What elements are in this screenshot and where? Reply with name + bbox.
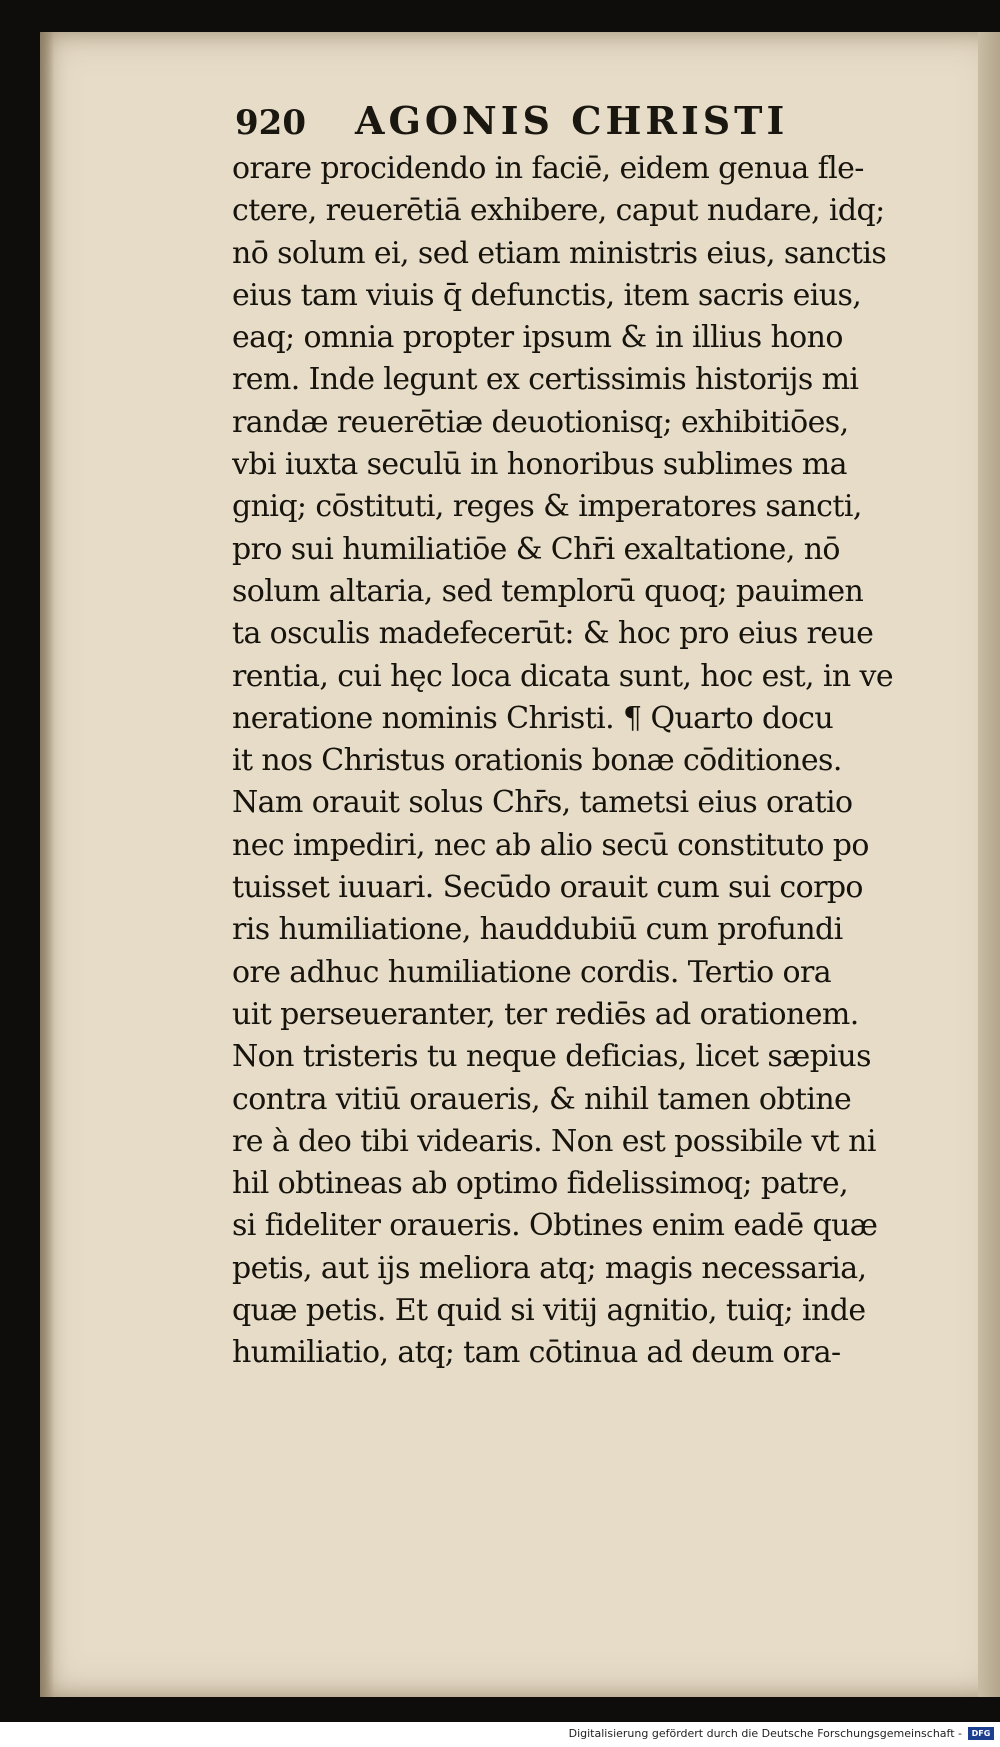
text-line: rem. Inde legunt ex certissimis historijs mi [232, 362, 859, 398]
text-line: vbi iuxta seculū in honoribus sublimes ma [232, 447, 847, 483]
text-line: contra vitiū oraueris, & nihil tamen obtine [232, 1081, 852, 1117]
running-head: AGONIS CHRISTI [355, 98, 789, 143]
text-line: ore adhuc humiliatione cordis. Tertio ora [232, 954, 832, 990]
page-header [235, 98, 835, 148]
text-line: nec impediri, nec ab alio secū constituto po [232, 827, 869, 863]
dfg-logo: DFG [968, 1727, 994, 1740]
digitization-credit: Digitalisierung gefördert durch die Deutsche Forschungsgemeinschaft - [568, 1727, 962, 1740]
text-line: ctere, reuerētiā exhibere, caput nudare, idq; [232, 193, 885, 229]
text-line: solum altaria, sed templorū quoq; pauimen [232, 573, 864, 609]
text-line: it nos Christus orationis bonæ cōditiones. [232, 743, 842, 779]
text-line: orare procidendo in faciē, eidem genua fle- [232, 151, 864, 186]
text-line: eius tam viuis q̄ defunctis, item sacris eius, [232, 277, 862, 313]
body-text [232, 148, 932, 1375]
text-line: Non tristeris tu neque deficias, licet sæpius [232, 1039, 871, 1075]
text-line: gniq; cōstituti, reges & imperatores sancti, [232, 489, 862, 525]
text-line: Nam orauit solus Chr̄s, tametsi eius oratio [232, 785, 853, 821]
text-line: neratione nominis Christi. ¶ Quarto docu [232, 700, 834, 736]
text-line: rentia, cui hęc loca dicata sunt, hoc est, in ve [232, 658, 894, 694]
text-line: pro sui humiliatiōe & Chr̄i exaltatione, nō [232, 531, 840, 567]
gutter-shadow [40, 32, 54, 1697]
page-number: 920 [235, 103, 306, 143]
text-line: petis, aut ijs meliora atq; magis necessaria, [232, 1250, 867, 1286]
text-line: quæ petis. Et quid si vitij agnitio, tuiq; inde [232, 1293, 866, 1329]
text-line: hil obtineas ab optimo fidelissimoq; patre, [232, 1166, 849, 1202]
text-line: eaq; omnia propter ipsum & in illius hono [232, 320, 843, 356]
text-line: uit perseueranter, ter rediēs ad orationem. [232, 996, 859, 1032]
text-line: ta osculis madefecerūt: & hoc pro eius reue [232, 616, 874, 652]
text-line: re à deo tibi videaris. Non est possibile vt ni [232, 1123, 876, 1159]
text-line: ris humiliatione, hauddubiū cum profundi [232, 912, 843, 948]
text-line: si fideliter oraueris. Obtines enim eadē quæ [232, 1208, 878, 1244]
page-edge [978, 32, 1000, 1697]
text-line: tuisset iuuari. Secūdo orauit cum sui corpo [232, 870, 863, 906]
text-line: randæ reuerētiæ deuotionisq; exhibitiōes, [232, 404, 849, 440]
text-line: humiliatio, atq; tam cōtinua ad deum ora- [232, 1335, 841, 1371]
text-line: nō solum ei, sed etiam ministris eius, sanctis [232, 235, 887, 271]
